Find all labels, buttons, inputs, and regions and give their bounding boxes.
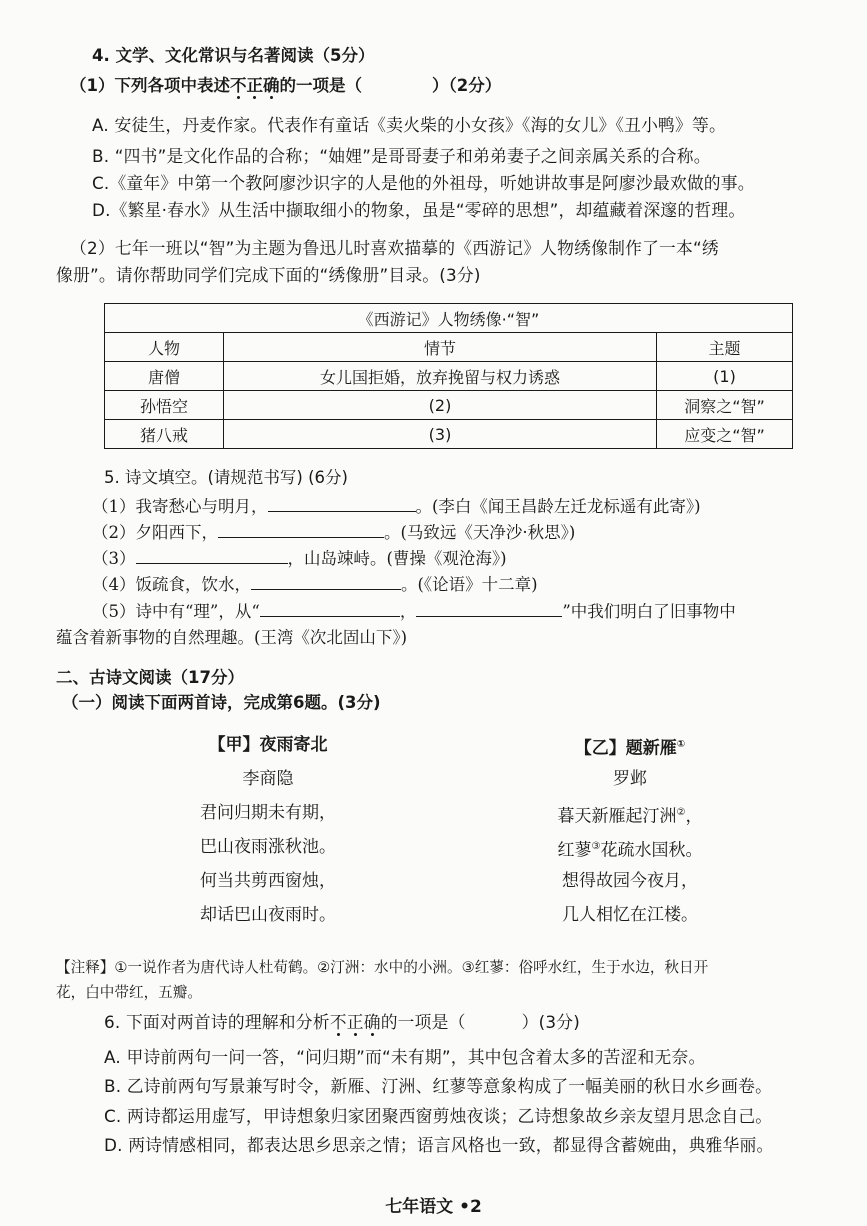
poem-b-line1-note: ②	[676, 807, 686, 818]
poem-b-line2-text: 红蓼	[557, 840, 592, 861]
q6-option-b: B. 乙诗前两句写景兼写时令，新雁、汀洲、红蓼等意象构成了一幅美丽的秋日水乡画卷。	[104, 1076, 773, 1096]
poem-a-line: 君问归期未有期，	[200, 803, 336, 823]
table-cell: 洞察之“智”	[657, 391, 793, 420]
embroider-album-table	[104, 303, 793, 449]
table-row	[105, 420, 793, 449]
poem-b-line	[540, 796, 720, 830]
q5-item-3-blank[interactable]	[136, 547, 288, 564]
emphasis-char: 正	[346, 1012, 364, 1032]
q4-sub1-post: 的一项是（	[279, 76, 362, 95]
q5-item-2-pre: （2）夕阳西下，	[92, 523, 218, 542]
table-cell: 孙悟空	[105, 391, 224, 420]
q5-item-5-blank-b[interactable]	[416, 600, 562, 617]
table-cell: 猪八戒	[105, 420, 224, 449]
q4-sub2-line1: （2）七年一班以“智”为主题为鲁迅儿时喜欢描摹的《西游记》人物绣像制作了一本“绣	[70, 238, 719, 258]
poem-b-line1-text: 暮天新雁起汀洲	[557, 806, 677, 827]
poem-a-line: 巴山夜雨涨秋池。	[200, 837, 336, 857]
q4-sub1-close: ）（2分）	[431, 76, 502, 95]
q6-stem-post: 的一项是（	[380, 1012, 466, 1032]
q5-item-5	[92, 600, 736, 624]
q6-option-d: D. 两诗情感相同，都表达思乡思亲之情；语言风格也一致，都显得含蓄婉曲，典雅华丽。	[104, 1135, 774, 1155]
poem-b-title-text: 【乙】题新雁	[574, 738, 677, 759]
table-header-row	[105, 333, 793, 362]
notes-line2: 花，白中带红，五瓣。	[56, 984, 202, 1001]
table-cell-blank-3[interactable]: (3)	[224, 420, 657, 449]
poem-b-author: 罗邺	[613, 769, 647, 789]
q5-item-1	[92, 495, 701, 519]
q6-stem	[104, 1010, 580, 1034]
section2-sub: （一）阅读下面两首诗，完成第6题。(3分)	[62, 693, 381, 712]
q5-item-2-post: 。(马致远《天净沙·秋思》)	[384, 523, 576, 542]
q5-item-2-blank[interactable]	[218, 521, 384, 538]
q4-sub1-dotted	[230, 76, 280, 95]
emphasis-char: 不	[329, 1012, 347, 1032]
table-header-character: 人物	[105, 333, 224, 362]
q5-heading: 5. 诗文填空。(请规范书写) (6分)	[104, 468, 348, 487]
q5-item-5-post: ”中我们明白了旧事物中	[562, 602, 736, 621]
table-cell: 唐僧	[105, 362, 224, 391]
emphasis-char: 正	[246, 76, 263, 95]
poem-a-author: 李商隐	[242, 769, 294, 789]
q4-sub1-pre: （1）下列各项中表述	[70, 76, 230, 95]
q5-item-5-pre: （5）诗中有“理”，从“	[92, 602, 260, 621]
table-header-plot: 情节	[224, 333, 657, 362]
q5-item-5-mid: ，	[399, 602, 417, 621]
poem-b-title	[540, 728, 720, 762]
emphasis-char: 确	[363, 1012, 381, 1032]
section2-heading: 二、古诗文阅读（17分）	[56, 668, 244, 687]
q5-item-2	[92, 521, 575, 545]
q6-stem-dotted	[330, 1012, 381, 1032]
q5-item-4-blank[interactable]	[251, 573, 401, 590]
q5-item-1-pre: （1）我寄愁心与明月，	[92, 497, 268, 516]
q5-item-1-blank[interactable]	[268, 495, 416, 512]
q4-sub2-line2: 像册”。请你帮助同学们完成下面的“绣像册”目录。(3分)	[56, 265, 481, 285]
q4-option-b: B. “四书”是文化作品的合称；“妯娌”是哥哥妻子和弟弟妻子之间亲属关系的合称。	[92, 146, 711, 166]
q4-option-a: A. 安徒生，丹麦作家。代表作有童话《卖火柴的小女孩》《海的女儿》《丑小鸭》等。	[92, 115, 726, 135]
q5-item-5-blank-a[interactable]	[260, 600, 400, 617]
q4-sub1	[70, 74, 501, 98]
table-cell-blank-1[interactable]: (1)	[657, 362, 793, 391]
table-row	[105, 391, 793, 420]
q5-item-4-post: 。(《论语》十二章)	[401, 575, 538, 594]
emphasis-char: 确	[262, 76, 280, 95]
q6-option-c: C. 两诗都运用虚写，甲诗想象归家团聚西窗剪烛夜谈；乙诗想象故乡亲友望月思念自己。	[104, 1106, 773, 1126]
q5-item-3-pre: （3）	[92, 549, 136, 568]
page-footer: 七年语文 •2	[385, 1197, 482, 1217]
poem-b-line2-rest: 花疏水国秋。	[600, 840, 703, 861]
q6-option-a: A. 甲诗前两句一问一答，“问归期”而“未有期”，其中包含着太多的苦涩和无奈。	[104, 1047, 706, 1067]
poem-b	[540, 728, 720, 932]
poem-b-line2-note: ③	[591, 841, 601, 852]
table-cell: 女儿国拒婚，放弃挽留与权力诱惑	[224, 362, 657, 391]
q4-heading: 4. 文学、文化常识与名著阅读（5分）	[92, 46, 375, 65]
poem-b-title-note: ①	[676, 739, 686, 750]
poem-b-line: 想得故园今夜月，	[562, 871, 698, 891]
q5-item-4-pre: （4）饭疏食，饮水，	[92, 575, 251, 594]
q6-stem-pre: 6. 下面对两首诗的理解和分析	[104, 1012, 330, 1032]
q5-item-4	[92, 573, 538, 597]
poem-b-line: 几人相忆在江楼。	[562, 905, 698, 925]
notes-line1: 【注释】①一说作者为唐代诗人杜荀鹤。②汀洲：水中的小洲。③红蓼：俗呼水红，生于水边，秋日开	[56, 959, 709, 976]
emphasis-char: 不	[229, 76, 247, 95]
q4-option-d: D.《繁星·春水》从生活中撷取细小的物象，虽是“零碎的思想”，却蕴藏着深邃的哲理。	[92, 200, 746, 220]
table-cell-blank-2[interactable]: (2)	[224, 391, 657, 420]
table-title: 《西游记》人物绣像·“智”	[105, 304, 793, 333]
q5-item-3	[92, 547, 507, 571]
table-cell: 应变之“智”	[657, 420, 793, 449]
table-header-theme: 主题	[657, 333, 793, 362]
q5-item-5-line2: 蕴含着新事物的自然理趣。(王湾《次北固山下》)	[56, 628, 408, 647]
poem-a-line: 却话巴山夜雨时。	[200, 905, 336, 925]
q5-item-1-post: 。(李白《闻王昌龄左迁龙标遥有此寄》)	[415, 497, 701, 516]
poem-b-line	[540, 830, 720, 864]
q4-option-c: C.《童年》中第一个教阿廖沙识字的人是他的外祖母，听她讲故事是阿廖沙最欢做的事。	[92, 173, 755, 193]
poem-a-line: 何当共剪西窗烛，	[200, 871, 336, 891]
poem-b-line1-punct: ，	[685, 806, 703, 827]
poem-a-title: 【甲】夜雨寄北	[208, 735, 328, 755]
poem-a	[178, 728, 358, 932]
q5-item-3-post: ，山岛竦峙。(曹操《观沧海》)	[287, 549, 507, 568]
q6-stem-close: ）(3分)	[521, 1012, 580, 1032]
table-row	[105, 362, 793, 391]
